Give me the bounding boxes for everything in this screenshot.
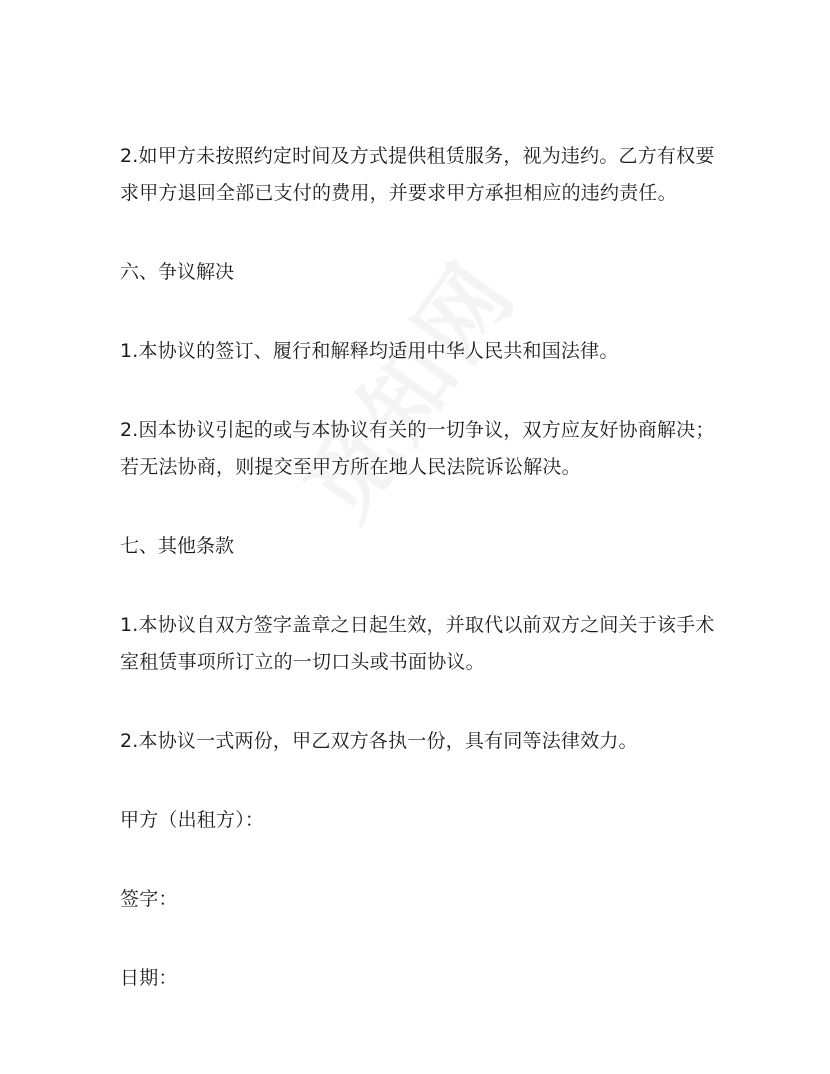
section-heading-dispute: 六、争议解决 — [120, 261, 235, 283]
signature-label: 签字： — [120, 888, 178, 910]
clause-dispute-1: 1.本协议的签订、履行和解释均适用中华人民共和国法律。 — [120, 340, 619, 362]
party-a-label: 甲方（出租方）： — [120, 809, 265, 831]
clause-breach-2: 2.如甲方未按照约定时间及方式提供租赁服务，视为违约。乙方有权要求甲方退回全部已支付的费用，并要求甲方承担相应的违约责任。 — [120, 145, 715, 204]
section-heading-other: 七、其他条款 — [120, 535, 235, 557]
clause-other-1: 1.本协议自双方签字盖章之日起生效，并取代以前双方之间关于该手术室租赁事项所订立的一切口头或书面协议。 — [120, 614, 715, 673]
clause-dispute-2: 2.因本协议引起的或与本协议有关的一切争议，双方应友好协商解决；若无法协商，则提交至甲方所在地人民法院诉讼解决。 — [120, 419, 715, 478]
document-body — [120, 138, 720, 997]
date-label: 日期： — [120, 967, 178, 989]
clause-other-2: 2.本协议一式两份，甲乙双方各执一份，具有同等法律效力。 — [120, 730, 638, 752]
